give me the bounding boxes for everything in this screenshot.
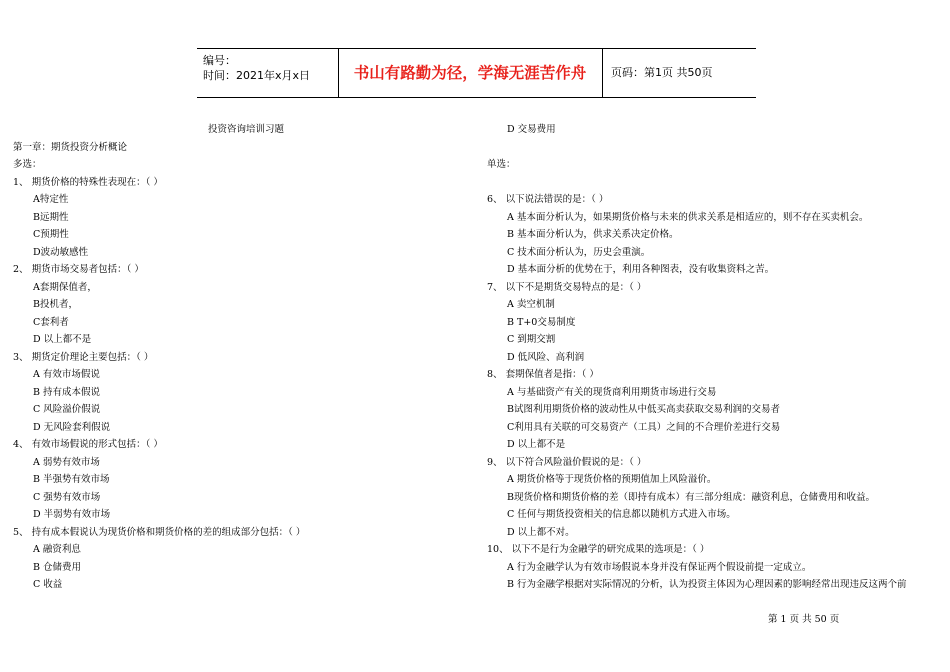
question: 9、 以下符合风险溢价假说的是：（ ） [487, 456, 647, 468]
option: C 技术面分析认为，历史会重演。 [507, 246, 651, 258]
option: C 收益 [33, 579, 63, 590]
option: C套利者 [33, 316, 69, 328]
option: B现货价格和期货价格的差（即持有成本）有三部分组成：融资利息，仓储费用和收益。 [507, 491, 875, 503]
option: B试图利用期货价格的波动性从中低买高卖获取交易利润的交易者 [507, 404, 780, 415]
time-label: 时间：2021年x月x日 [203, 69, 311, 82]
option: C 风险溢价假说 [33, 404, 101, 415]
question: 1、 期货价格的特殊性表现在：（ ） [13, 176, 163, 188]
option: A特定性 [33, 194, 69, 205]
header-divider [602, 49, 603, 97]
option: A 期货价格等于现货价格的预期值加上风险溢价。 [507, 474, 717, 485]
page-header [197, 48, 756, 98]
section-label-single: 单选： [487, 159, 516, 170]
option: D 低风险、高利润 [507, 351, 585, 363]
question: 7、 以下不是期货交易特点的是：（ ） [487, 281, 647, 293]
option: B 基本面分析认为，供求关系决定价格。 [507, 229, 679, 240]
header-meta [203, 53, 310, 83]
option: C 任何与期货投资相关的信息都以随机方式进入市场。 [507, 509, 736, 520]
question: 6、 以下说法错误的是：（ ） [487, 194, 609, 205]
option: A 弱势有效市场 [33, 456, 100, 468]
option: C 到期交割 [507, 334, 556, 345]
question: 8、 套期保值者是指：（ ） [487, 369, 599, 380]
option: A 融资利息 [33, 544, 81, 555]
question: 4、 有效市场假说的形式包括：（ ） [13, 439, 163, 450]
option: D 交易费用 [507, 124, 556, 135]
page-number-label: 页码：第1页 共50页 [611, 66, 713, 79]
page-footer: 第 1 页 共 50 页 [768, 614, 840, 625]
option: D 无风险套利假说 [33, 421, 111, 433]
option: B T+0交易制度 [507, 316, 576, 328]
number-label: 编号： [203, 54, 236, 67]
option: D 以上都不是 [507, 439, 566, 450]
option: B 仓储费用 [33, 561, 82, 573]
option: A 行为金融学认为有效市场假说本身并没有保证两个假设前提一定成立。 [507, 561, 812, 573]
option: C 强势有效市场 [33, 491, 101, 503]
option: B 行为金融学根据对实际情况的分析，认为投资主体因为心理因素的影响经常出现违反这两个前 [507, 579, 907, 590]
option: C利用具有关联的可交易资产（工具）之间的不合理价差进行交易 [507, 421, 781, 433]
question: 2、 期货市场交易者包括：（ ） [13, 264, 144, 275]
option: D 基本面分析的优势在于，利用各种图表，没有收集资料之苦。 [507, 264, 775, 275]
option: B 半强势有效市场 [33, 474, 110, 485]
option: C预期性 [33, 229, 69, 240]
section-label-multi: 多选： [13, 159, 42, 170]
option: A 基本面分析认为，如果期货价格与未来的供求关系是相适应的，则不存在买卖机会。 [507, 211, 869, 223]
option: A 与基础资产有关的现货商利用期货市场进行交易 [507, 386, 717, 398]
chapter-heading: 第一章：期货投资分析概论 [13, 142, 128, 153]
option: A套期保值者， [33, 281, 97, 293]
option: D波动敏感性 [33, 246, 89, 258]
option: B远期性 [33, 211, 69, 223]
option: A 卖空机制 [507, 299, 555, 310]
option: A 有效市场假说 [33, 369, 100, 380]
header-motto: 书山有路勤为径，学海无涯苦作舟 [353, 64, 587, 82]
question: 3、 期货定价理论主要包括：（ ） [13, 351, 154, 363]
option: B投机者， [33, 299, 78, 310]
option: D 以上都不对。 [507, 526, 575, 538]
option: B 持有成本假说 [33, 386, 101, 398]
question: 10、 以下不是行为金融学的研究成果的选项是：（ ） [487, 544, 710, 555]
option: D 半弱势有效市场 [33, 509, 111, 520]
document-title: 投资咨询培训习题 [208, 124, 285, 135]
question: 5、 持有成本假说认为现货价格和期货价格的差的组成部分包括：（ ） [13, 526, 306, 538]
option: D 以上都不是 [33, 334, 92, 345]
